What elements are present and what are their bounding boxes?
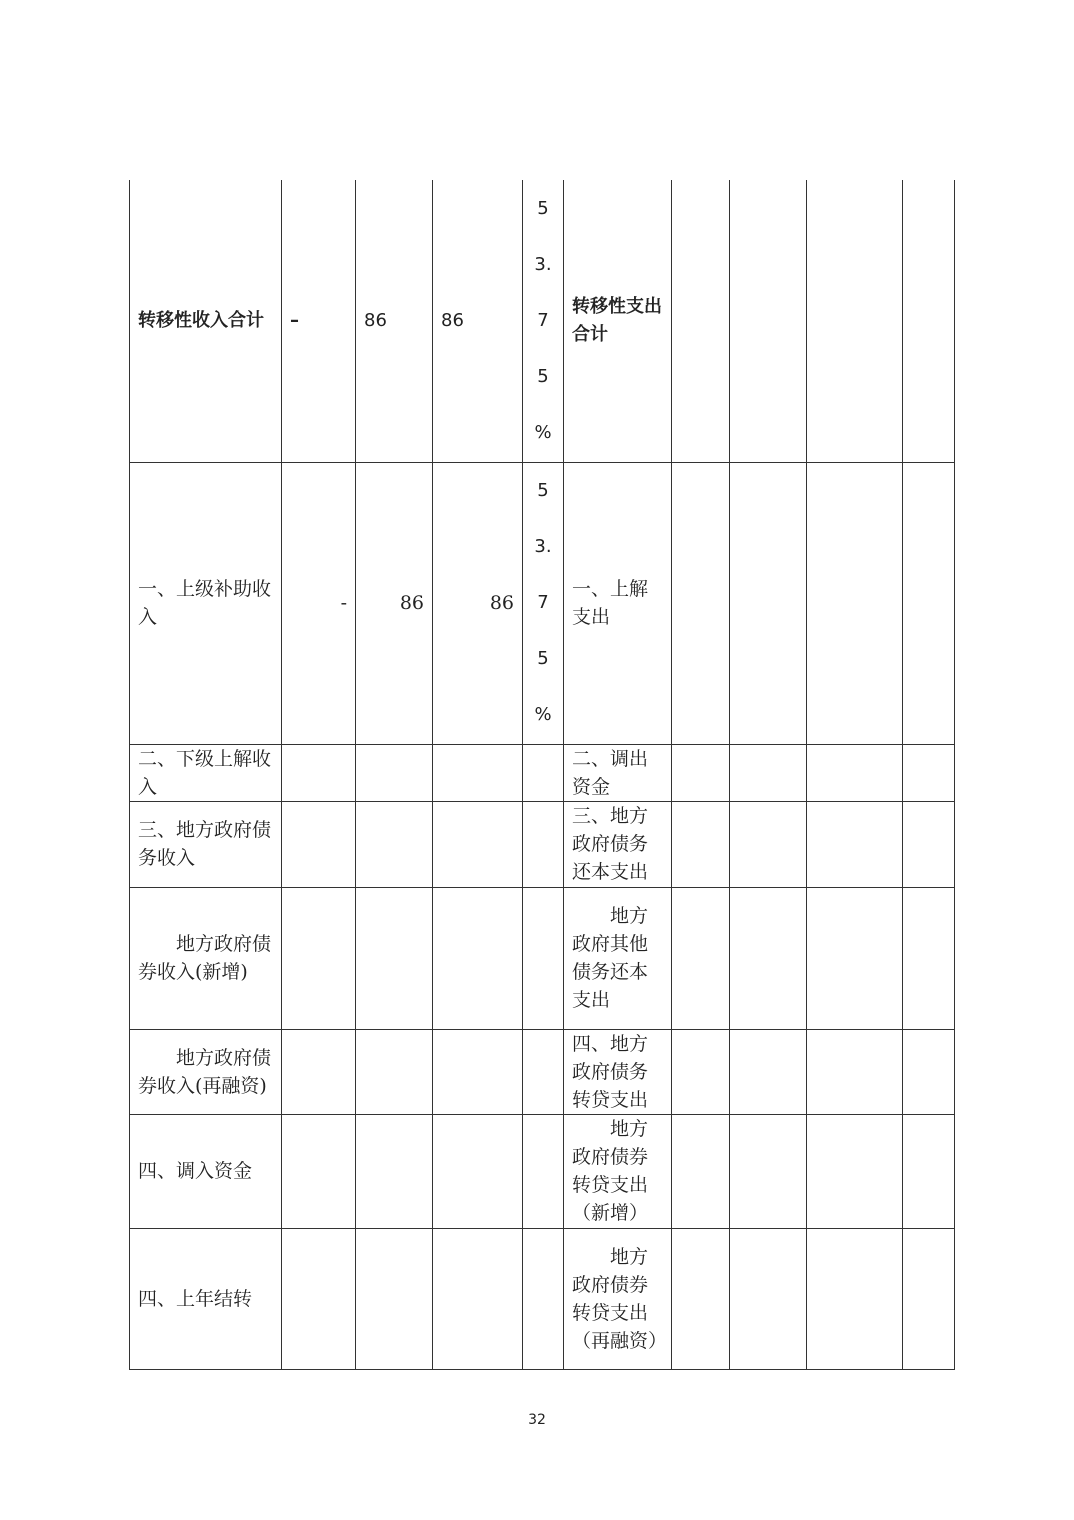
empty-cell	[903, 1228, 955, 1369]
expense-item-cell: 地方政府其他债务还本支出	[564, 887, 672, 1029]
empty-cell	[282, 887, 356, 1029]
empty-cell	[903, 462, 955, 744]
actual-cell: 86	[433, 462, 523, 744]
empty-cell	[903, 1114, 955, 1228]
percent-char: 3.	[534, 253, 552, 275]
percent-char: 5	[537, 365, 549, 387]
expense-item-cell: 地方政府债券转贷支出（再融资）	[564, 1228, 672, 1369]
empty-cell	[523, 801, 564, 887]
income-item-cell: 一、上级补助收入	[130, 462, 282, 744]
income-item-cell: 四、上年结转	[130, 1228, 282, 1369]
empty-cell	[672, 801, 730, 887]
expense-item-cell: 地方政府债券转贷支出（新增）	[564, 1114, 672, 1228]
prior-year-cell: -	[282, 462, 356, 744]
empty-cell	[282, 801, 356, 887]
income-item-cell: 三、地方政府债务收入	[130, 801, 282, 887]
empty-cell	[807, 180, 903, 462]
empty-cell	[523, 1114, 564, 1228]
empty-cell	[356, 744, 433, 801]
empty-cell	[807, 1029, 903, 1114]
table-row	[130, 801, 955, 887]
empty-cell	[356, 1114, 433, 1228]
empty-cell	[730, 887, 807, 1029]
empty-cell	[672, 887, 730, 1029]
empty-cell	[903, 801, 955, 887]
empty-cell	[807, 462, 903, 744]
income-item-cell: 四、调入资金	[130, 1114, 282, 1228]
empty-cell	[433, 1114, 523, 1228]
empty-cell	[282, 1228, 356, 1369]
empty-cell	[282, 744, 356, 801]
empty-cell	[903, 887, 955, 1029]
expense-item-cell: 二、调出资金	[564, 744, 672, 801]
actual-cell: 86	[433, 180, 523, 462]
income-item-cell: 转移性收入合计	[130, 180, 282, 462]
prior-year-cell: –	[282, 180, 356, 462]
empty-cell	[282, 1029, 356, 1114]
empty-cell	[903, 1029, 955, 1114]
empty-cell	[356, 887, 433, 1029]
empty-cell	[903, 180, 955, 462]
empty-cell	[807, 744, 903, 801]
empty-cell	[433, 887, 523, 1029]
empty-cell	[807, 801, 903, 887]
income-item-cell: 地方政府债券收入(再融资)	[130, 1029, 282, 1114]
income-item-cell: 地方政府债券收入(新增)	[130, 887, 282, 1029]
empty-cell	[356, 1228, 433, 1369]
empty-cell	[807, 1114, 903, 1228]
percent-cell	[523, 180, 564, 462]
empty-cell	[672, 744, 730, 801]
empty-cell	[433, 744, 523, 801]
percent-char: 7	[537, 592, 549, 613]
page-number: 32	[528, 1412, 546, 1428]
empty-cell	[730, 801, 807, 887]
percent-char: 5	[537, 197, 549, 219]
empty-cell	[730, 1114, 807, 1228]
percent-char: %	[534, 421, 552, 443]
percent-char: 5	[537, 480, 549, 501]
empty-cell	[672, 180, 730, 462]
income-item-cell: 二、下级上解收入	[130, 744, 282, 801]
empty-cell	[282, 1114, 356, 1228]
table-row	[130, 1228, 955, 1369]
empty-cell	[730, 180, 807, 462]
percent-cell	[523, 462, 564, 744]
empty-cell	[672, 1029, 730, 1114]
expense-item-cell: 三、地方政府债务还本支出	[564, 801, 672, 887]
percent-char: 3.	[534, 536, 552, 557]
empty-cell	[672, 1114, 730, 1228]
empty-cell	[903, 744, 955, 801]
budget-cell: 86	[356, 462, 433, 744]
empty-cell	[523, 744, 564, 801]
empty-cell	[356, 801, 433, 887]
empty-cell	[672, 1228, 730, 1369]
expense-item-cell: 转移性支出合计	[564, 180, 672, 462]
table-row	[130, 462, 955, 744]
empty-cell	[730, 462, 807, 744]
budget-cell: 86	[356, 180, 433, 462]
table-row	[130, 1114, 955, 1228]
percent-char: %	[534, 704, 552, 725]
table-row	[130, 744, 955, 801]
empty-cell	[730, 1029, 807, 1114]
percent-char: 5	[537, 648, 549, 669]
empty-cell	[730, 744, 807, 801]
empty-cell	[433, 801, 523, 887]
expense-item-cell: 一、上解支出	[564, 462, 672, 744]
empty-cell	[523, 1029, 564, 1114]
empty-cell	[730, 1228, 807, 1369]
percent-char: 7	[537, 309, 549, 331]
table-row	[130, 1029, 955, 1114]
empty-cell	[807, 887, 903, 1029]
empty-cell	[433, 1029, 523, 1114]
table-row	[130, 887, 955, 1029]
empty-cell	[672, 462, 730, 744]
transfer-income-expense-table	[129, 180, 955, 1370]
table-row	[130, 180, 955, 462]
empty-cell	[356, 1029, 433, 1114]
empty-cell	[807, 1228, 903, 1369]
empty-cell	[523, 1228, 564, 1369]
empty-cell	[433, 1228, 523, 1369]
empty-cell	[523, 887, 564, 1029]
expense-item-cell: 四、地方政府债务转贷支出	[564, 1029, 672, 1114]
